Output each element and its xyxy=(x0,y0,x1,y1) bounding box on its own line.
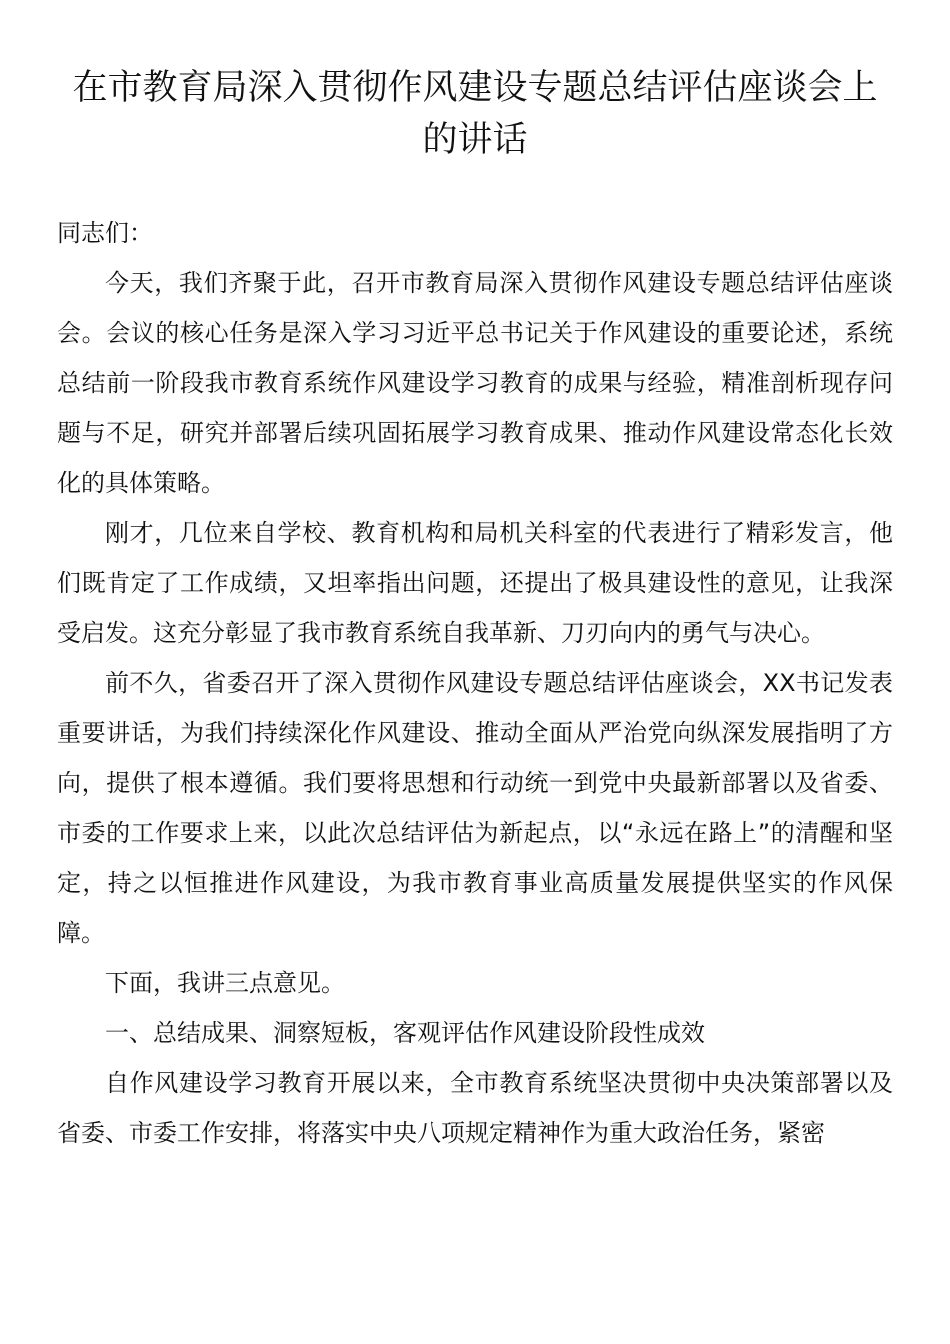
document-title: 在市教育局深入贯彻作风建设专题总结评估座谈会上的讲话 xyxy=(72,68,878,160)
salutation: 同志们： xyxy=(57,219,153,247)
paragraph-opening: 今天，我们齐聚于此，召开市教育局深入贯彻作风建设专题总结评估座谈会。会议的核心任务是深入学习习近平总书记关于作风建设的重要论述，系统总结前一阶段我市教育系统作风建设学习教育的成果与经验，精准剖析现存问题与不足，研究并部署后续巩固拓展学习教育成果、推动作风建设常态化长效化的具体策略。 xyxy=(57,269,893,497)
paragraph-provincial-meeting: 前不久，省委召开了深入贯彻作风建设专题总结评估座谈会，XX书记发表重要讲话，为我们持续深化作风建设、推动全面从严治党向纵深发展指明了方向，提供了根本遵循。我们要将思想和行动统一到党中央最新部署以及省委、市委的工作要求上来，以此次总结评估为新起点，以“永远在路上”的清醒和坚定，持之以恒推进作风建设，为我市教育事业高质量发展提供坚实的作风保障。 xyxy=(57,669,893,947)
paragraph-representatives: 刚才，几位来自学校、教育机构和局机关科室的代表进行了精彩发言，他们既肯定了工作成绩，又坦率指出问题，还提出了极具建设性的意见，让我深受启发。这充分彰显了我市教育系统自我革新、刀刃向内的勇气与决心。 xyxy=(57,519,893,647)
document-body xyxy=(57,208,893,1158)
paragraph-section-one-body: 自作风建设学习教育开展以来，全市教育系统坚决贯彻中央决策部署以及省委、市委工作安排，将落实中央八项规定精神作为重大政治任务，紧密 xyxy=(57,1069,893,1147)
paragraph-three-points: 下面，我讲三点意见。 xyxy=(105,969,345,997)
section-heading-one: 一、总结成果、洞察短板，客观评估作风建设阶段性成效 xyxy=(105,1019,705,1047)
